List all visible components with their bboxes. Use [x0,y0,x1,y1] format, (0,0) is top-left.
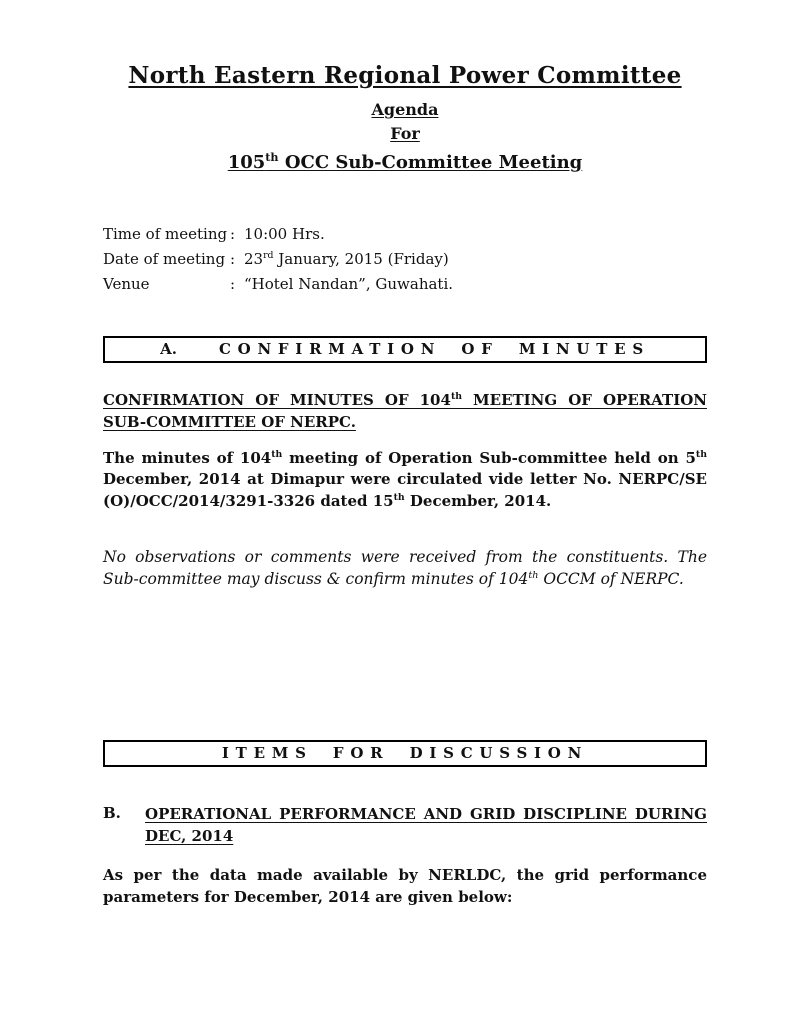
section-a-header-box [103,336,707,363]
subtitle-for: For [390,124,420,143]
meeting-info-value: 10:00 Hrs. [244,225,325,243]
subtitle-agenda: Agenda [371,100,439,119]
section-b-label: B. [103,803,121,822]
meeting-info-row-date [103,250,707,268]
meeting-info-label: Time of meeting [103,225,228,243]
meeting-info-separator: : [230,250,236,268]
observations-paragraph: No observations or comments were received from the constituents. The Sub-committee may discuss & confirm minutes of 104th OCCM of NERPC. [103,547,707,588]
items-for-discussion-header-box [103,740,707,767]
meeting-info-value: 23rd January, 2015 (Friday) [244,250,449,268]
meeting-info-separator: : [230,225,236,243]
section-a-label: A. [160,340,177,358]
section-a-box-title: CONFIRMATION OF MINUTES [218,340,650,358]
meeting-info-separator: : [230,275,236,293]
meeting-info-row-venue [103,275,707,293]
grid-performance-paragraph: As per the data made available by NERLDC, the grid performance parameters for December, 2014 are given below: [103,866,707,906]
meeting-info-row-time [103,225,707,243]
section-b-heading-row [103,804,707,848]
meeting-info-label: Date of meeting [103,250,226,268]
meeting-info [103,225,707,293]
meeting-info-value: “Hotel Nandan”, Guwahati. [244,275,454,293]
document-title: North Eastern Regional Power Committee [128,62,682,89]
minutes-circulated-paragraph: The minutes of 104th meeting of Operation Sub-committee held on 5th December, 2014 at Dimapur were circulated vide letter No. NERPC/SE (O)/OCC/2014/3291-3326 dated 15th December, 2014. [103,448,707,510]
meeting-info-label: Venue [103,275,150,293]
meeting-title: 105th OCC Sub-Committee Meeting [227,151,583,173]
items-box-title: ITEMS FOR DISCUSSION [221,743,589,762]
section-a-heading: CONFIRMATION OF MINUTES OF 104th MEETING OF OPERATION SUB-COMMITTEE OF NERPC. [103,391,707,431]
section-b-heading: OPERATIONAL PERFORMANCE AND GRID DISCIPLINE DURING DEC, 2014 [145,804,707,845]
